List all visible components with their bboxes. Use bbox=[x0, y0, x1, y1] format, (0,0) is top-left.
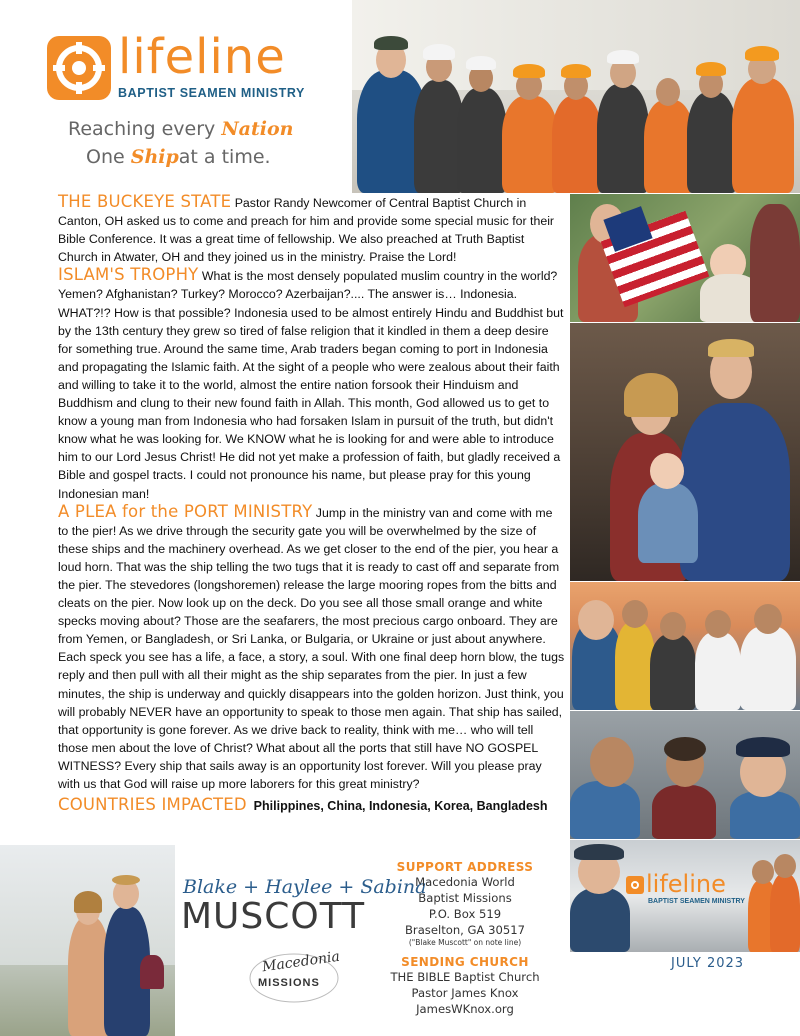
section-port-ministry bbox=[58, 503, 566, 794]
sending-church-line: THE BIBLE Baptist Church bbox=[390, 970, 540, 984]
body-countries-impacted: Philippines, China, Indonesia, Korea, Bangladesh bbox=[253, 799, 548, 814]
tagline-2-text: One bbox=[86, 146, 131, 168]
couple-portrait-photo bbox=[0, 845, 175, 1036]
sending-church-block bbox=[360, 955, 570, 1017]
van-logo-wordmark: lifeline bbox=[646, 870, 726, 898]
tagline-1-accent: Nation bbox=[221, 118, 294, 140]
support-address-line: Braselton, GA 30517 bbox=[404, 923, 526, 937]
flag-family-photo bbox=[570, 194, 800, 322]
tagline-line-1 bbox=[68, 118, 293, 140]
tagline-2-accent: Ship bbox=[130, 146, 179, 168]
tagline-2-text-end: at a time. bbox=[178, 146, 271, 168]
support-address-line: P.O. Box 519 bbox=[428, 907, 502, 921]
body-buckeye-state: Pastor Randy Newcomer of Central Baptist Church in Canton, OH asked us to come and preach for him and provide some special music for their Bible Conference. It was a great time of fellowship. We also preached at Truth Baptist Church in Atwater, OH and they joined us in the ministry. Praise the Lord! bbox=[58, 196, 555, 265]
van-logo-subtitle: BAPTIST SEAMEN MINISTRY bbox=[648, 898, 745, 905]
crew-group-photo bbox=[352, 0, 800, 193]
logo-wordmark: lifeline bbox=[118, 29, 286, 85]
newsletter-article bbox=[58, 193, 566, 815]
family-surname: MUSCOTT bbox=[181, 896, 366, 937]
support-address-line: Macedonia World bbox=[415, 875, 515, 889]
support-address-note: ("Blake Muscott" on note line) bbox=[408, 938, 522, 947]
sending-church-line: Pastor James Knox bbox=[411, 986, 519, 1000]
tagline-1-text: Reaching every bbox=[68, 118, 222, 140]
sending-church-line: JamesWKnox.org bbox=[416, 1002, 514, 1016]
body-islams-trophy: What is the most densely populated muslim country in the world? Yemen? Afghanistan? Turkey? Morocco? Azerbaijan?.... The answer is… Indonesia. WHAT?!? How is that possible? Indonesia used to be almost entirely Hindu and Buddhist but by the 13th century they grew so tired of false religion that it kindled in them a deep desire for something true. Around the same time, Arab traders began coming to port in Indonesia and propagating the Islamic faith. At the sight of a people who were zealous about their faith and willing to take it to the world, almost the entire nation forsook their Hinduism and Buddhism and clung to their new found faith in Allah. This month, God allowed us to get to know a young man from Indonesia who had forsaken Islam in pursuit of the truth, but didn't know what he was looking for. We KNOW what he is looking for and were able to introduce him to our Lord Jesus Christ! He did not yet make a profession of faith, but gladly received a Bible and gospel tracts. I could not pronounce his name, but please pray for this young Indonesian man! bbox=[58, 269, 564, 501]
support-address-line: Baptist Missions bbox=[418, 891, 512, 905]
sending-church-heading: SENDING CHURCH bbox=[401, 955, 529, 969]
macedonia-logo-word: MISSIONS bbox=[258, 977, 320, 989]
tagline-line-2 bbox=[86, 146, 271, 168]
lifebuoy-logo-icon bbox=[47, 36, 111, 100]
family-names: Blake + Haylee + Sabina bbox=[183, 876, 427, 898]
ministry-van-photo bbox=[570, 840, 800, 952]
macedonia-logo-script: Macedonia bbox=[261, 948, 341, 976]
section-countries-impacted bbox=[58, 796, 566, 815]
family-portrait-photo bbox=[570, 323, 800, 581]
support-address-heading: SUPPORT ADDRESS bbox=[396, 860, 534, 874]
body-port-ministry: Jump in the ministry van and come with me to the pier! As we drive through the security gate you will be overwhelmed by the size of these ships and the machinery overhead. As we get closer to the end of the pier, you hear a loud horn. That was the ship telling the two tugs that it is ready to cast off and separate from the pier. The stevedores (longshoremen) release the large mooring ropes from the bitts and cleats on the pier. Now look up on the deck. Do you see all those small orange and white specks moving about? Those are the seafarers, the most precious cargo onboard. They are from Yemen, or Bangladesh, or Sri Lanka, or Bulgaria, or Ukraine or just about anywhere. Each speck you see has a life, a face, a story, a soul. With one final deep horn blow, the tugs reply and then pull with all their might as the ship separates from the pier. In just a few minutes, the ship is underway and quickly disappears into the golden horizon. Just think, you will probably NEVER have an opportunity to speak to those men again. That ship has sailed, that opportunity is gone forever. As we drive back to reality, think with me… who will tell those men about the love of Christ? What about all the ports that still have NO GOSPEL WITNESS? Every ship that sails away is an opportunity lost forever. Will you please pray with us that God will raise up more laborers for this great ministry? bbox=[58, 505, 565, 791]
heading-countries-impacted: COUNTRIES IMPACTED bbox=[58, 795, 247, 815]
section-islams-trophy bbox=[58, 266, 566, 502]
heading-port-ministry: A PLEA for the PORT MINISTRY bbox=[58, 501, 313, 521]
newsletter-date: JULY 2023 bbox=[671, 956, 745, 971]
heading-islams-trophy: ISLAM'S TROPHY bbox=[58, 265, 199, 285]
logo-subtitle: BAPTIST SEAMEN MINISTRY bbox=[118, 86, 305, 100]
section-buckeye-state bbox=[58, 193, 566, 266]
heading-buckeye-state: THE BUCKEYE STATE bbox=[58, 192, 232, 211]
van-selfie-photo bbox=[570, 711, 800, 839]
support-address-block bbox=[360, 860, 570, 947]
seafarers-group-photo bbox=[570, 582, 800, 710]
